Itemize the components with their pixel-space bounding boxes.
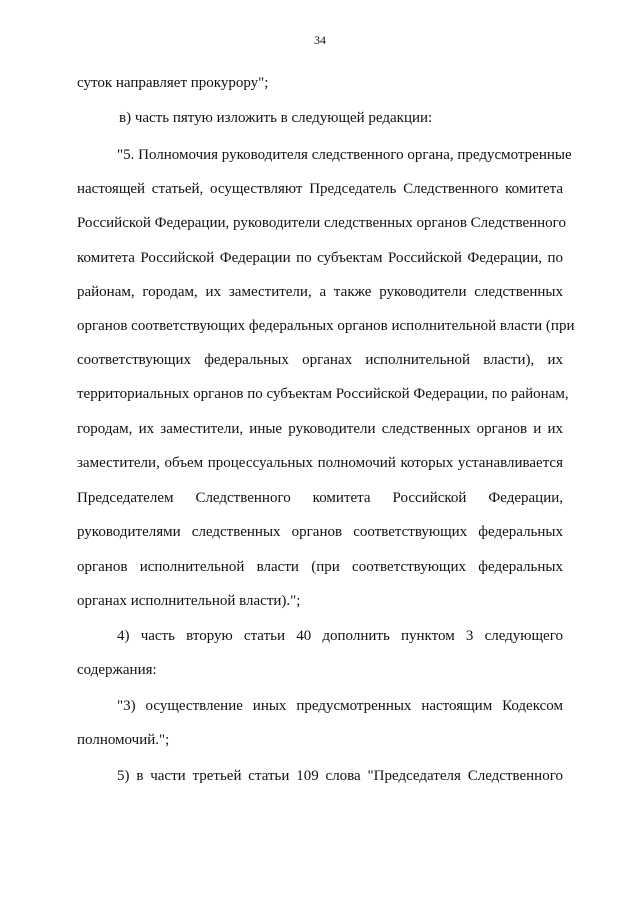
- text-line: 5) в части третьей статьи 109 слова "Председателя Следственного: [117, 768, 563, 784]
- text-line: заместители, объем процессуальных полномочий которых устанавливается: [77, 455, 563, 471]
- text-line: органах исполнительной власти).";: [77, 593, 301, 609]
- text-line: руководителями следственных органов соответствующих федеральных: [77, 524, 563, 540]
- text-line: "3) осуществление иных предусмотренных настоящим Кодексом: [117, 698, 563, 714]
- text-line: 4) часть вторую статьи 40 дополнить пунктом 3 следующего: [117, 628, 563, 644]
- text-line: в) часть пятую изложить в следующей редакции:: [119, 110, 433, 126]
- text-line: суток направляет прокурору";: [77, 75, 269, 91]
- text-line: Председателем Следственного комитета Российской Федерации,: [77, 490, 563, 506]
- page-number: 34: [314, 33, 326, 47]
- text-line: органов исполнительной власти (при соответствующих федеральных: [77, 559, 563, 575]
- text-line: районам, городам, их заместители, а также руководители следственных: [77, 284, 563, 300]
- text-line: содержания:: [77, 662, 157, 678]
- text-line: городам, их заместители, иные руководители следственных органов и их: [77, 421, 563, 437]
- text-line: комитета Российской Федерации по субъектам Российской Федерации, по: [77, 250, 563, 266]
- text-line: настоящей статьей, осуществляют Председатель Следственного комитета: [77, 181, 563, 197]
- text-line: полномочий.";: [77, 732, 170, 748]
- text-line: соответствующих федеральных органах исполнительной власти), их: [77, 352, 563, 368]
- text-line: территориальных органов по субъектам Российской Федерации, по районам,: [77, 386, 569, 402]
- text-line: "5. Полномочия руководителя следственного органа, предусмотренные: [117, 147, 572, 163]
- text-line: органов соответствующих федеральных органов исполнительной власти (при: [77, 318, 575, 334]
- text-line: Российской Федерации, руководители следственных органов Следственного: [77, 215, 566, 231]
